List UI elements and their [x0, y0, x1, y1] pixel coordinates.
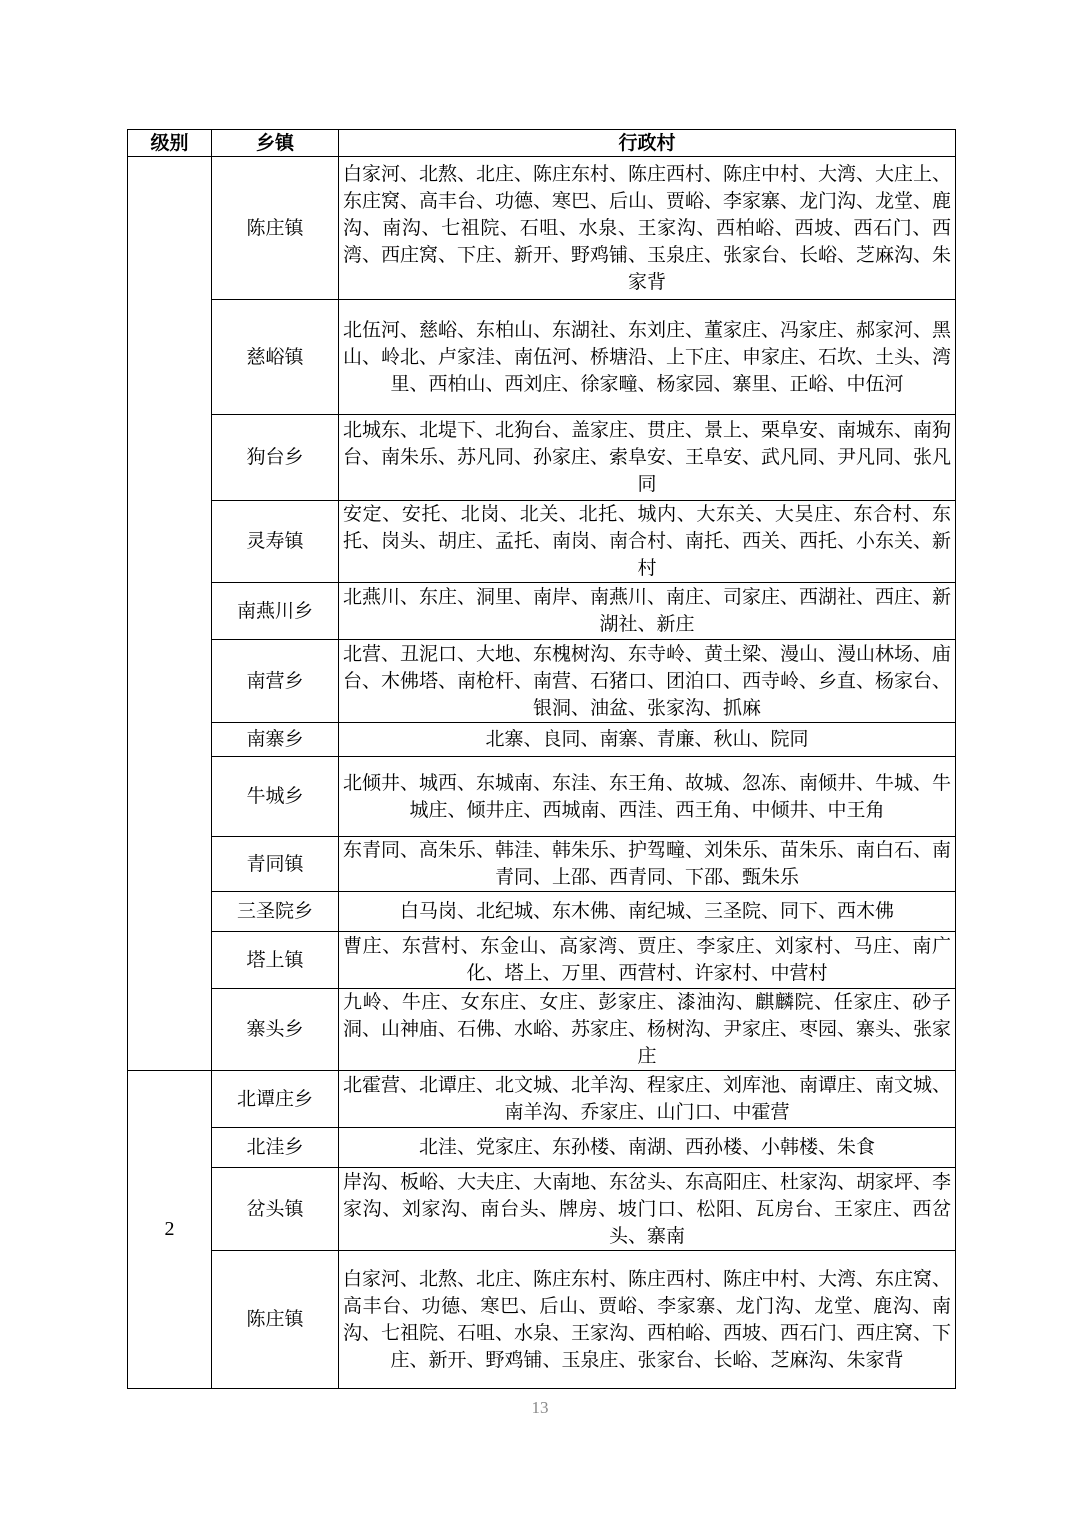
table-row: [128, 1251, 956, 1389]
town-cell: 牛城乡: [212, 757, 339, 837]
table-row: [128, 1168, 956, 1251]
villages-cell: 北营、丑泥口、大地、东槐树沟、东寺岭、黄土梁、漫山、漫山林场、庙台、木佛塔、南枪杆、南营、石猪口、团泊口、西寺岭、乡直、杨家台、银洞、油盆、张家沟、抓麻: [339, 640, 956, 723]
town-cell: 陈庄镇: [212, 1251, 339, 1389]
level-cell: 2: [128, 1071, 212, 1389]
table-row: [128, 932, 956, 989]
table-row: [128, 892, 956, 932]
header-villages: 行政村: [339, 130, 956, 157]
villages-cell: 曹庄、东营村、东金山、高家湾、贾庄、李家庄、刘家村、马庄、南广化、塔上、万里、西营村、许家村、中营村: [339, 932, 956, 989]
town-cell: 南寨乡: [212, 723, 339, 757]
table-row: [128, 989, 956, 1071]
town-cell: 南燕川乡: [212, 583, 339, 640]
villages-cell: 北倾井、城西、东城南、东洼、东王角、故城、忽冻、南倾井、牛城、牛城庄、倾井庄、西城南、西洼、西王角、中倾井、中王角: [339, 757, 956, 837]
villages-cell: 九岭、牛庄、女东庄、女庄、彭家庄、漆油沟、麒麟院、任家庄、砂子洞、山神庙、石佛、水峪、苏家庄、杨树沟、尹家庄、枣园、寨头、张家庄: [339, 989, 956, 1071]
villages-cell: 白家河、北熬、北庄、陈庄东村、陈庄西村、陈庄中村、大湾、大庄上、东庄窝、高丰台、功德、寒巴、后山、贾峪、李家寨、龙门沟、龙堂、鹿沟、南沟、七祖院、石咀、水泉、王家沟、西柏峪、西坡、西石门、西湾、西庄窝、下庄、新开、野鸡铺、玉泉庄、张家台、长峪、芝麻沟、朱家背: [339, 157, 956, 300]
villages-cell: 东青同、高朱乐、韩洼、韩朱乐、护驾疃、刘朱乐、苗朱乐、南白石、南青同、上邵、西青同、下邵、甄朱乐: [339, 837, 956, 892]
admin-division-table: [127, 129, 956, 1389]
table-row: [128, 757, 956, 837]
table-row: [128, 640, 956, 723]
town-cell: 慈峪镇: [212, 300, 339, 415]
header-row: [128, 130, 956, 157]
town-cell: 北谭庄乡: [212, 1071, 339, 1128]
header-level: 级别: [128, 130, 212, 157]
town-cell: 塔上镇: [212, 932, 339, 989]
town-cell: 三圣院乡: [212, 892, 339, 932]
villages-cell: 北洼、党家庄、东孙楼、南湖、西孙楼、小韩楼、朱食: [339, 1128, 956, 1168]
town-cell: 灵寿镇: [212, 501, 339, 583]
town-cell: 青同镇: [212, 837, 339, 892]
table-row: [128, 1128, 956, 1168]
page-number: 13: [531, 1398, 549, 1417]
villages-cell: 岸沟、板峪、大夫庄、大南地、东岔头、东高阳庄、杜家沟、胡家坪、李家沟、刘家沟、南台头、牌房、坡门口、松阳、瓦房台、王家庄、西岔头、寨南: [339, 1168, 956, 1251]
table-row: [128, 583, 956, 640]
table-row: [128, 300, 956, 415]
town-cell: 陈庄镇: [212, 157, 339, 300]
town-cell: 岔头镇: [212, 1168, 339, 1251]
town-cell: 南营乡: [212, 640, 339, 723]
villages-cell: 白家河、北熬、北庄、陈庄东村、陈庄西村、陈庄中村、大湾、东庄窝、高丰台、功德、寒巴、后山、贾峪、李家寨、龙门沟、龙堂、鹿沟、南沟、七祖院、石咀、水泉、王家沟、西柏峪、西坡、西石门、西庄窝、下庄、新开、野鸡铺、玉泉庄、张家台、长峪、芝麻沟、朱家背: [339, 1251, 956, 1389]
level-cell: [128, 157, 212, 1071]
table-row: [128, 501, 956, 583]
table-row: [128, 837, 956, 892]
villages-cell: 北寨、良同、南寨、青廉、秋山、院同: [339, 723, 956, 757]
villages-cell: 北城东、北堤下、北狗台、盖家庄、贯庄、景上、栗阜安、南城东、南狗台、南朱乐、苏凡同、孙家庄、索阜安、王阜安、武凡同、尹凡同、张凡同: [339, 415, 956, 501]
town-cell: 北洼乡: [212, 1128, 339, 1168]
villages-cell: 北霍营、北谭庄、北文城、北羊沟、程家庄、刘库池、南谭庄、南文城、南羊沟、乔家庄、山门口、中霍营: [339, 1071, 956, 1128]
villages-cell: 安定、安托、北岗、北关、北托、城内、大东关、大吴庄、东合村、东托、岗头、胡庄、孟托、南岗、南合村、南托、西关、西托、小东关、新村: [339, 501, 956, 583]
table-row: [128, 723, 956, 757]
villages-cell: 北伍河、慈峪、东柏山、东湖社、东刘庄、董家庄、冯家庄、郝家河、黑山、岭北、卢家洼、南伍河、桥塘沿、上下庄、申家庄、石坎、土头、湾里、西柏山、西刘庄、徐家疃、杨家园、寨里、正峪、中伍河: [339, 300, 956, 415]
villages-cell: 白马岗、北纪城、东木佛、南纪城、三圣院、同下、西木佛: [339, 892, 956, 932]
table-row: [128, 157, 956, 300]
table-row: [128, 1071, 956, 1128]
town-cell: 狗台乡: [212, 415, 339, 501]
header-town: 乡镇: [212, 130, 339, 157]
table-row: [128, 415, 956, 501]
town-cell: 寨头乡: [212, 989, 339, 1071]
villages-cell: 北燕川、东庄、洞里、南岸、南燕川、南庄、司家庄、西湖社、西庄、新湖社、新庄: [339, 583, 956, 640]
